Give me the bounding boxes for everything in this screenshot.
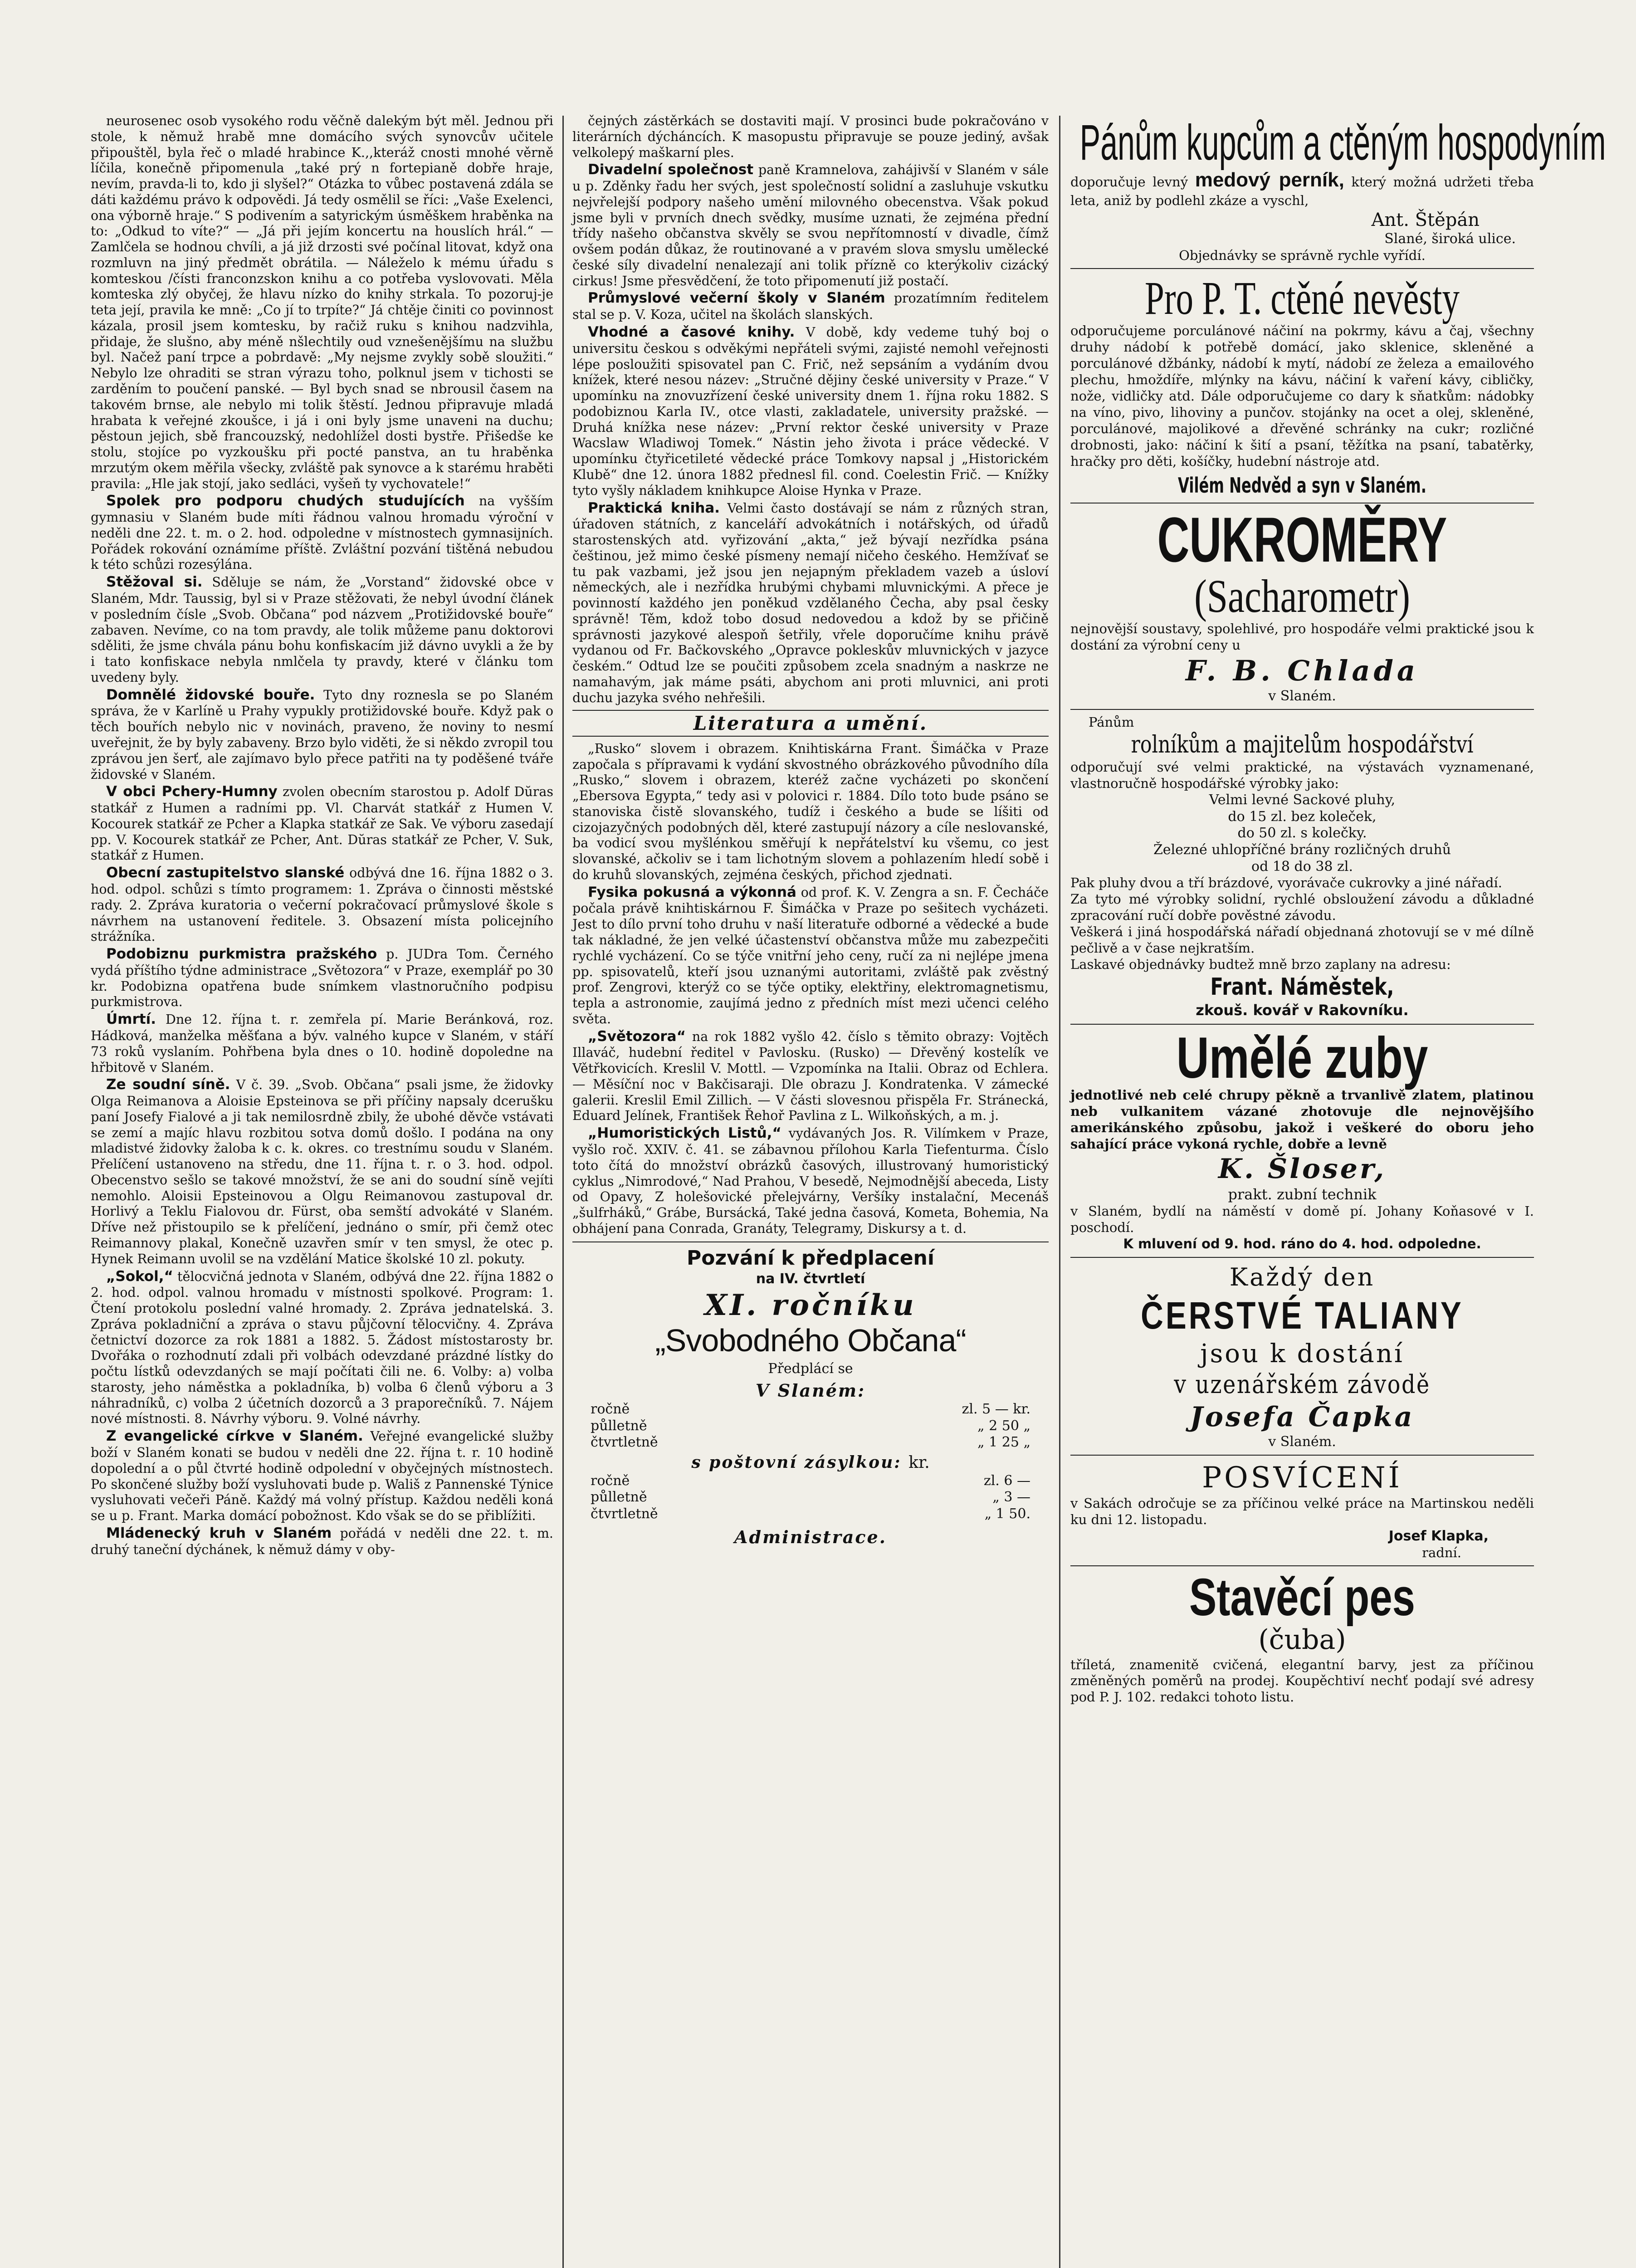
article-heading: Divadelní společnost <box>588 161 754 178</box>
price-label: půlletně <box>591 1489 647 1505</box>
article-paragraph <box>91 113 553 492</box>
article-text: na rok 1882 vyšlo 42. číslo s těmito obrazy: Vojtěch Illaváč, hudební ředitel v Pavlosku. (Rusko) — Dřevěný kostelík ve Větřkovicích. Kreslil V. Mottl. — Vzpomínka na Italii. Obraz od Echlera. — Měsíční noc v Bakčisaraji. Dle obrazu J. Kondratenka. V zámecké galerii. Kreslil Emil Zillich. — V části slovesnou přispěla Fr. Stránecká, Eduard Jelínek, František Řehoř Pavlina z L. Wilkoňských, a m. j. <box>572 1029 1049 1124</box>
ad-farmers-pre: Pánům <box>1089 714 1134 730</box>
ad-dentist-title: Umělé zuby <box>1176 1026 1428 1091</box>
invite-post-label: s poštovní zásylkou: kr. <box>691 1452 930 1472</box>
article-paragraph <box>572 1125 1049 1237</box>
invite-prepay-label: Předplácí se <box>768 1360 853 1377</box>
ad-dentist-job: prakt. zubní technik <box>1228 1186 1377 1203</box>
article-heading: Z evangelické církve v Slaném. <box>106 1428 363 1445</box>
article-text: Veřejné evangelické služby boží v Slaném konati se budou v neděli dne 22. října t. r. 10 hodině dopolední a o půl čtvrté hodině odpolední v obyčejných místnostech. Po skončené služby boží vysluhovati bude p. Wališ z Pannenské Týnice vysluhovati večeři Páně. Každý má volný přístup. Každou neděli koná se u p. Frant. Marka domácí pobožnost. Kdo však se do se přiblížiti. <box>91 1429 553 1524</box>
ad-brides-text: odporučujeme porculánové náčiní na pokrmy, kávu a čaj, všechny druhy nádobí k potřebě domácí, jako sklenice, skleněné a porculánové džbánky, nádobí k mytí, nádobí ze železa a emailového plechu, hmoždíře, mlýnky na kávu, náčiní k vaření kávy, cibličky, nože, vidličky atd. Dále odporučujeme co dary k sňatkům: nádobky na víno, pivo, lihoviny a punčov. stojánky na ocet a olej, skleněné, porculánové, majolikové a dřevěné schránky na cukr; rozličné drobnosti, jako: náčiní k šití a psaní, těžítka na psaní, tabatěrky, hračky pro děti, košíčky, hudební nástroje atd. <box>1070 323 1534 469</box>
article-heading: Vhodné a časové knihy. <box>588 324 795 341</box>
price-amount: „ 1 25 „ <box>977 1434 1030 1451</box>
price-row <box>572 1473 1049 1490</box>
article-heading: Podobiznu purkmistra pražského <box>106 946 377 963</box>
article-heading: „Světozora“ <box>588 1028 686 1045</box>
article-text: na vyšším gymnasiu v Slaném bude míti řádnou valnou hromadu výroční v neděli dne 22. t. m. o 2. hod. odpoledne v místnostech gymnasijních. Pořádek rokování oznámíme příště. Zvláštní pozvání tištěná nebudou k této schůzi rozesýlána. <box>91 494 553 572</box>
ad-dog-title: Stavěcí pes <box>1189 1568 1415 1627</box>
article-heading: Fysika pokusná a výkonná <box>588 884 796 900</box>
ad-feast-text: v Sakách odročuje se za příčinou velké práce na Martinskou neděli ku dni 12. listopadu. <box>1070 1496 1534 1528</box>
article-paragraph <box>572 741 1049 883</box>
ad-farmers-item4: Železné uhlopříčné brány rozličných druhů <box>1153 841 1451 858</box>
invite-title: Pozvání k předplacení <box>687 1246 934 1270</box>
article-paragraph <box>91 493 553 573</box>
article-paragraph <box>91 1428 553 1524</box>
ad-farmers-item3: do 50 zl. s kolečky. <box>1237 825 1367 841</box>
article-heading: Mládenecký kruh v Slaném <box>106 1525 332 1541</box>
article-text: pořádá v neděli dne 22. t. m. druhý taneční dýchánek, k němuž dámy v oby- <box>91 1525 553 1557</box>
article-paragraph <box>91 783 553 864</box>
article-text: p. JUDra Tom. Černého vydá příštího týdne administrace „Světozora“ v Praze, exemplář po 30 kr. Podobizna opatřena bude snímkem vlastnoručního podpisu purkmistrova. <box>91 947 554 1010</box>
article-heading: Úmrtí. <box>106 1011 156 1028</box>
ad-feast-title: POSVÍCENÍ <box>1202 1461 1402 1495</box>
article-text: Dne 12. října t. r. zemřela pí. Marie Beránková, roz. Hádková, manželka měšťana a býv. valného kupce v Slaném, v stáří 73 roků vyslaním. Pohřbena byla dnes o 10. hodině dopoledne na hřbitově v Slaném. <box>91 1012 553 1075</box>
article-paragraph <box>91 946 553 1010</box>
column-divider <box>1059 116 1060 2268</box>
ad-saccharometer-text: nejnovější soustavy, spolehlivé, pro hospodáře velmi praktické jsou k dostání za výrobní ceny u <box>1070 621 1534 653</box>
article-paragraph <box>572 161 1049 289</box>
ad-farmers-item2: do 15 zl. bez koleček, <box>1228 808 1377 825</box>
ad-farmers-item5: od 18 do 38 zl. <box>1251 858 1353 875</box>
article-heading: „Humoristických Listů,“ <box>588 1125 781 1142</box>
article-text: zvolen obecním starostou p. Adolf Dŭras statkář z Humen a radními pp. Vl. Charvát statkář z Humen V. Kocourek statkář ze Pcher a Klapka statkář ze Sak. Ve výboru zasedají pp. V. Kocourek statkář ze Pcher, Ant. Dŭras statkář ze Pcher, V. Suk, statkář z Humen. <box>91 784 553 863</box>
invite-city: V Slaném: <box>755 1380 866 1401</box>
ad-brides <box>1070 269 1534 503</box>
article-text: Sděluje se nám, že „Vorstand“ židovské obce v Slaném, Mdr. Taussig, byl si v Praze stěžovati, že nebyl úvodní článek v posledním čísle „Svob. Občana“ pod názvem „Protižidovské bouře“ zabaven. Nevíme, co na tom pravdy, ale tolik můžeme panu doktorovi sděliti, že jsme chvála pánu bohu konfiskacím již dávno uvykli a že by i tato konfiskace nebyla nmlčela ty pravdy, které v článku tom uvedeny byly. <box>91 575 553 685</box>
ad-gingerbread-name: Ant. Štěpán <box>1371 209 1480 230</box>
ad-salami-name: Josefa Čapka <box>1190 1401 1415 1433</box>
ad-farmers-job: zkouš. kovář v Rakovníku. <box>1196 1002 1409 1019</box>
article-paragraph <box>572 1028 1049 1124</box>
ad-dog <box>1070 1566 1534 1710</box>
ad-farmers-item1: Velmi levné Sackové pluhy, <box>1209 792 1396 808</box>
article-paragraph <box>91 1076 553 1267</box>
column-divider <box>562 116 564 2268</box>
article-text: V č. 39. „Svob. Občana“ psali jsme, že židovky Olga Reimanova a Aloisie Epsteinova se při příčiny napsaly dcerušku paní Josefy Fialové a ji tak nemilosrdně zbily, že ubohé děvče vstávati se zemí a majíc hlavu rozbitou sotva domů došlo. I podána na ony mladistvé židovky žaloba k c. k. okres. co trestnímu soudu v Slaném. Přelíčení ustanoveno na středu, dne 11. října t. r. o 3. hod. odpol. Obecenstvo sešlo se takové množství, že se ani do soudní síně vejíti nemohlo. Aloisii Epsteinovou a Olgu Reimanovou zastupoval dr. Horlivý a Teklu Fialovou dr. Fürst, oba semští advokáté v Slaném. Dříve než přistoupilo se k přelíčení, jednáno o smír, při čemž otec Reimannovy plakal, Konečně uzavřen smír v ten smysl, že otec p. Hynek Reimann uvolil se na vzdělání Matice školské 10 zl. pokuty. <box>91 1077 554 1266</box>
article-text: V době, kdy vedeme tuhý boj o universitu českou s odvěkými nepřáteli svými, zajisté nemohl veřejnosti lépe posloužiti spisovatel pan C. Frič, než sepsáním a vydáním dvou knížek, které nesou název: „Stručné dějiny české university v Praze.“ V upomínku na znovuzřízení české university dnem 1. října roku 1882. S podobiznou Karla IV., otce vlasti, zakladatele, university pražské. — Druhá knížka nese název: „První rektor české university v Praze Wacslaw Wladiwoj Tomek.“ Nástin jeho života i práce vědecké. V upomínku čtyřicetileté vědecké práce Tomkovy napsal j „Historickém Klubě“ dne 12. února 1882 přednesl fil. cond. Coelestin Frič. — Knížky tyto vyšly nákladem knihkupce Aloise Hynka v Praze. <box>572 325 1049 498</box>
ad-salami-city: v Slaném. <box>1268 1433 1336 1450</box>
article-heading: Stěžoval si. <box>106 574 203 591</box>
article-text: paně Kramnelova, zahájivší v Slaném v sále u p. Zděnky řadu her svých, jest společností solidní a zasluhuje vskutku nejvřelejší podpory našeho umění milovného obecenstva. Však pokud jsme byli v prvních dnech svědky, musíme uznati, že zejména přední třídy našeho občanstva skvěly se svou nepřítomností v divadle, čímž ovšem podán důkaz, že routinované a v pravém slova smyslu umělecké české síly divadelní nenalezají ani tolik přízně co kterýkoliv cizácký cirkus! Jsme přesvědčení, že toto připomenutí již postačí. <box>572 162 1049 288</box>
invite-issue: XI. ročníku <box>704 1288 917 1322</box>
price-amount: „ 1 50. <box>984 1505 1030 1522</box>
article-heading: Praktická kniha. <box>588 499 720 516</box>
article-paragraph <box>572 500 1049 706</box>
article-paragraph <box>91 1268 553 1427</box>
subscription-notice <box>572 1242 1049 1548</box>
ad-feast-role: radní. <box>1422 1545 1461 1560</box>
price-label: ročně <box>591 1401 630 1417</box>
article-paragraph <box>91 1525 553 1558</box>
ad-gingerbread-text: doporučuje levný medový perník, který možná udržeti třeba leta, aniž by podlehl zkáze a vyschl, <box>1070 169 1534 208</box>
price-list-post <box>572 1473 1049 1523</box>
ad-dog-subtitle: (čuba) <box>1258 1624 1346 1656</box>
article-heading: Spolek pro podporu chudých studujících <box>106 493 465 509</box>
administration-signature: Administrace. <box>734 1527 887 1548</box>
ad-farmers-name: Frant. Náměstek, <box>1210 973 1394 1001</box>
ad-salami <box>1070 1258 1534 1456</box>
ad-farmers <box>1070 710 1534 1025</box>
price-label: ročně <box>591 1472 630 1489</box>
invite-paper-name: „Svobodného Občana“ <box>655 1322 966 1358</box>
article-heading: Ze soudní síně. <box>106 1076 230 1093</box>
ad-farmers-title: rolníkům a majitelům hospodářství <box>1131 731 1474 758</box>
article-text: „Rusko“ slovem i obrazem. Knihtiskárna Frant. Šimáčka v Praze započala s přípravami k vydání skvostného obrázkového původního díla „Rusko,“ slovem i obrazem, kteréž začne vycházeti po skončení „Ebersova Egypta,“ tedy asi v polovici r. 1884. Dílo toto bude psáno se stanoviska čistě slovanského, tudíž i českého a bude se líšiti od cizojazyčných podobných děl, které zastupují názory a cíle neslovanské, ba vodicí svou myšlénkou směřují k nepřátelství ku všemu, co jest slovanské, ačkoliv se i tam lichotným slovem a pohlazením hledí sobě i do kruhů slovanských, zejména českých, přichod zjednati. <box>572 741 1049 882</box>
price-amount: zl. 5 — kr. <box>962 1401 1030 1417</box>
article-paragraph <box>572 884 1049 1027</box>
price-row <box>572 1434 1049 1451</box>
ad-dentist-address: v Slaném, bydlí na náměstí v domě pí. Johany Koňasové v I. poschodí. <box>1070 1203 1534 1236</box>
article-text: Velmi často dostávají se nám z různých stran, úřadoven státních, z kanceláří advokátních i notářských, od úřadů starostenských atd. vyřizování „akta,“ jež bývají nezřídka psána češtinou, jež mimo české písmeny nemají ničeho českého. Hemžívať se tu pak vazbami, jež jsou jen nejapným překladem vazeb a úsloví německých, ale i nezřídka hrubými chybami mluvnickými. A přece je povinností každého jen poněkud vzdělaného Čecha, aby psal česky správně! Těm, kdož tobo dosud nedovedou a kdož by se přičině správnosti jazykové alespoň šetřily, vřele doporučíme knihu právě vydanou od Fr. Bačkovského „Opravce pokleskův mluvnických v jazyce českém.“ Odtud lze se poučiti způsobem zcela snadným a naskrze ne namahavým, jak máme psáti, abychom ani proti mluvnici, ani proti duchu jazyka svého nehřešili. <box>572 500 1049 705</box>
ad-saccharometer-city: v Slaném. <box>1268 688 1336 704</box>
ad-salami-line3: v uzenářském závodě <box>1174 1370 1431 1400</box>
ad-dog-text: tříletá, znamenitě cvičená, elegantní barvy, jest za příčinou změněných poměrů na prodej. Koupěchtiví nechť podají své adresy pod P. J. 102. redakci tohoto listu. <box>1070 1657 1534 1705</box>
ad-dentist-hours: K mluvení od 9. hod. ráno do 4. hod. odpoledne. <box>1123 1236 1481 1252</box>
ad-feast <box>1070 1456 1534 1566</box>
price-amount: „ 2 50 „ <box>977 1418 1030 1434</box>
article-text: prozatímním ředitelem stal se p. V. Koza, učitel na školách slanských. <box>572 291 1049 323</box>
ad-farmers-text: odporučují své velmi praktické, na výstavách vyznamenané, vlastnoručně hospodářské výrobky jako: <box>1070 759 1534 792</box>
invite-subtitle: na IV. čtvrtletí <box>756 1271 865 1287</box>
article-paragraph <box>91 687 553 783</box>
ad-gingerbread-address: Slané, široká ulice. <box>1384 231 1516 247</box>
ad-gingerbread <box>1070 113 1606 269</box>
article-paragraph <box>572 113 1049 161</box>
ad-farmers-text3: Veškerá i jiná hospodářská nářadí objednaná zhotovují se v mé dílně pečlivě a v čase nejkratším. <box>1070 924 1534 956</box>
article-heading: Domnělé židovské bouře. <box>106 686 315 703</box>
column-right-ads <box>1070 113 1606 2268</box>
ad-farmers-text2: Za tyto mé výrobky solidní, rychlé obsloužení závodu a důkladné zpracování ručí dobře pověstné závodu. <box>1070 891 1534 924</box>
price-amount: zl. 6 — <box>983 1472 1030 1489</box>
ad-dentist-text: jednotlivé neb celé chrupy pěkně a trvanlivě zlatem, platinou neb vulkanitem vázané zhotovuje dle nejnovějšího amerikánského způsobu, jakož i veškeré do oboru jeho sahající práce vykoná rychle, dobře a levně <box>1070 1087 1534 1152</box>
article-paragraph <box>572 290 1049 323</box>
ad-farmers-text4: Laskavé objednávky budtež mně brzo zaplany na adresu: <box>1070 956 1451 972</box>
ad-saccharometer <box>1070 503 1534 710</box>
article-heading: V obci Pchery-Humny <box>106 783 278 800</box>
article-heading: Obecní zastupitelstvo slanské <box>106 865 345 881</box>
article-text: odbývá dne 16. října 1882 o 3. hod. odpol. schůzi s tímto programem: 1. Zpráva o činnosti městské rady. 2. Zpráva kuratoria o večerní pokračovací průmyslové škole s návrhem na ustanovení ředitele. 3. Obsazení místa policejního strážníka. <box>91 865 553 944</box>
article-heading: „Sokol,“ <box>106 1268 173 1285</box>
literature-items <box>572 741 1049 1237</box>
price-row <box>572 1401 1049 1418</box>
ad-saccharometer-title: CUKROMĚRY <box>1157 504 1447 576</box>
news-items <box>572 113 1049 706</box>
article-text: tělocvičná jednota v Slaném, odbývá dne 22. října 1882 o 2. hod. odpol. valnou hromadu v místnosti spolkové. Program: 1. Čtení protokolu poslední valné hromady. 2. Zpráva jednatelská. 3. Zpráva pokladniční a zpráva o stavu půjčovní tělocvičny. 4. Zpráva četnictví dozorce za rok 1881 a 1882. 5. Žádost místostarosty br. Dvořáka o rozhodnutí zdali při volbách odevzdané prázdné lístky do počtu lístků odevzdaných se mají počítati čili ne. 6. Volby: a) volba starosty, jeho náměstka a pokladníka, b) volba 6 členů výboru a 3 náhradníků, c) volba 2 účetních dozorců a 3 praporečníků. 7. Nájem nové místnosti. 8. Návrhy výboru. 9. Volné návrhy. <box>91 1269 553 1427</box>
article-paragraph <box>91 865 553 945</box>
ad-dentist <box>1070 1025 1534 1257</box>
article-text: Tyto dny roznesla se po Slaném správa, že v Karlíně u Prahy vypukly protižidovské bouře. Když pak o těch bouřích nebylo nic v novinách, praveno, že noviny to nesmí uveřejnit, že by byly zabaveny. Brzo bylo viděti, že si někdo zvropil tou zprávou jen šerť, ale zajímavo bylo přece patřiti na ty poděšené tváře židovské v Slaném. <box>91 687 553 782</box>
ad-gingerbread-note: Objednávky se správně rychle vyřídí. <box>1179 247 1426 263</box>
article-paragraph <box>91 574 553 685</box>
article-heading: Průmyslové večerní školy v Slaném <box>588 290 885 307</box>
ad-saccharometer-subtitle: (Sacharometr) <box>1194 570 1410 623</box>
article-text: od prof. K. V. Zengra a sn. F. Čecháče počala právě knihtiskárnou F. Šimáčka v Praze po sešitech vycházeti. Jest to dílo první toho druhu v naší literatuře odborné a vědecké a bude tak nákladné, že jen velké účastenství občanstva může mu zabezpečiti rychlé vycházení. Co se týče vnitřní jeho ceny, ručí za ni nejlépe jmena pp. spisovatelů, kteří jsou uznanými autoritami, zvláště pak zvěstný prof. Zengrovi, kterýž co se týče optiky, elektřiny, elektromagnetismu, tepla a astronomie, zaujímá jedno z předních míst mezi učenci celého světa. <box>572 885 1049 1026</box>
price-amount: „ 3 — <box>992 1489 1030 1505</box>
article-text: čejných zástěrkách se dostaviti mají. V prosinci bude pokračováno v literárních dýcháncích. K masopustu připravuje se pouze jediný, avšak velkolepý maškarní ples. <box>572 113 1049 160</box>
price-list-local <box>572 1401 1049 1451</box>
article-text: vydávaných Jos. R. Vilímkem v Praze, vyšlo roč. XXIV. č. 41. se zábavnou přílohou Karla Tiefenturma. Číslo toto čítá do množství obrázků časových, illustrovaný humoristický cyklus „Nimrodové,“ Nad Prahou, V besedě, Nejmodnější abeceda, Listy od Opavy, Z holešovické přelejvárny, Veršíky instalační, Mecenáš „šulfrháků,“ Grábe, Bursácká, Také jedna časová, Kometa, Bohemia, Na obhájení pana Conrada, Granáty, Telegramy, Diskursy a t. d. <box>572 1126 1049 1236</box>
ad-farmers-item6: Pak pluhy dvou a tří brázdové, vyorávače cukrovky a jiné nářadí. <box>1070 875 1502 891</box>
ad-feast-signature: Josef Klapka, <box>1388 1528 1489 1545</box>
price-label: půlletně <box>591 1418 647 1434</box>
ad-salami-line2: jsou k dostání <box>1200 1339 1404 1369</box>
price-row <box>572 1489 1049 1506</box>
ad-salami-line1: Každý den <box>1229 1262 1375 1291</box>
ad-saccharometer-seller: F. B. Chlada <box>1185 654 1419 688</box>
ad-dentist-name: K. Šloser, <box>1218 1153 1387 1185</box>
price-label: čtvrtletně <box>591 1505 658 1522</box>
price-row <box>572 1506 1049 1523</box>
ad-brides-signature: Vilém Nedvěd a syn v Slaném. <box>1178 473 1426 498</box>
section-heading-literature: Literatura a umění. <box>572 710 1049 737</box>
price-row <box>572 1418 1049 1435</box>
article-text: neurosenec osob vysokého rodu věčně dalekým být měl. Jednou při stole, k němuž hrabě mne domácího svých synovcův učitele připouštěl, byla řeč o mladé hrabince K.,,kteráž cnosti mnohé věrně líčila, konečně připomenula „také prý n fortepianě dobře hraje, nevím, pravda-li to, kdo ji slyšel?“ Otázka to vůbec postavená zdála se dáti každému právo k odpovědi. Já tedy osmělil se říci: „Vaše Exelenci, ona výborně hraje.“ S podivením a satyrickým úsměškem hraběnka na to: „Odkud to víte?“ — „Já při jejím koncertu na houslích hrál.“ — Zamlčela se hodnou chvíli, a já již drzosti své počínal litovat, když ona rozmluvn na jiný předmět obrátila. — Náleželo k mému úřadu s komteskou /čísti franconzskon knihu a co potřeba vyslovovati. Měla komteska zlý obyčej, že hlavu nízko do knihy strkala. To pozoruj-je teta její, pravila ke mně: „Co jí to trpíte?“ Já chtěje činiti co povinnost kázala, prosil jsem komtesku, by račiž ruku s knihou nadzvihla, přidaje, že slušno, aby méně nšlechtily oud vznešenějšímu na službu byl. Načež paní trpce a pobrdavě: „My nejsme zvykly sobě sloužiti.“ Nebylo lze ohraditi se stran výrazu toho, polknul jsem v tichosti se zarděním to poučení panské. — Byl bych snad se nbrousil časem na takovém brnse, ale nebylo mi tolik štěstí. Jednou připravuje mladá hrabata k veřejné zkoušce, i já i oni byly jsme unaveni na duchu; pěstoun jejich, sbě francouzský, nedohlížel dosti bystře. Přišedše ke stolu, stojíce po vyzkoušku při pocté panstva, an tu hraběnka mrzutým okem měřila všecky, zvláště pak synovce a k starému hraběti pravila: „Hle jak stojí, jako sedláci, vyšeň ty vychovatele!“ <box>91 113 553 491</box>
article-paragraph <box>91 1011 553 1075</box>
price-label: čtvrtletně <box>591 1434 658 1451</box>
ad-brides-title: Pro P. T. ctěné nevěsty <box>1145 272 1460 325</box>
column-middle <box>572 113 1049 2268</box>
ad-salami-title: ČERSTVÉ TALIANY <box>1141 1294 1464 1337</box>
article-paragraph <box>572 324 1049 499</box>
ad-gingerbread-title: Pánům kupcům a ctěným hospodyním <box>1079 115 1606 171</box>
column-left <box>91 113 553 2268</box>
